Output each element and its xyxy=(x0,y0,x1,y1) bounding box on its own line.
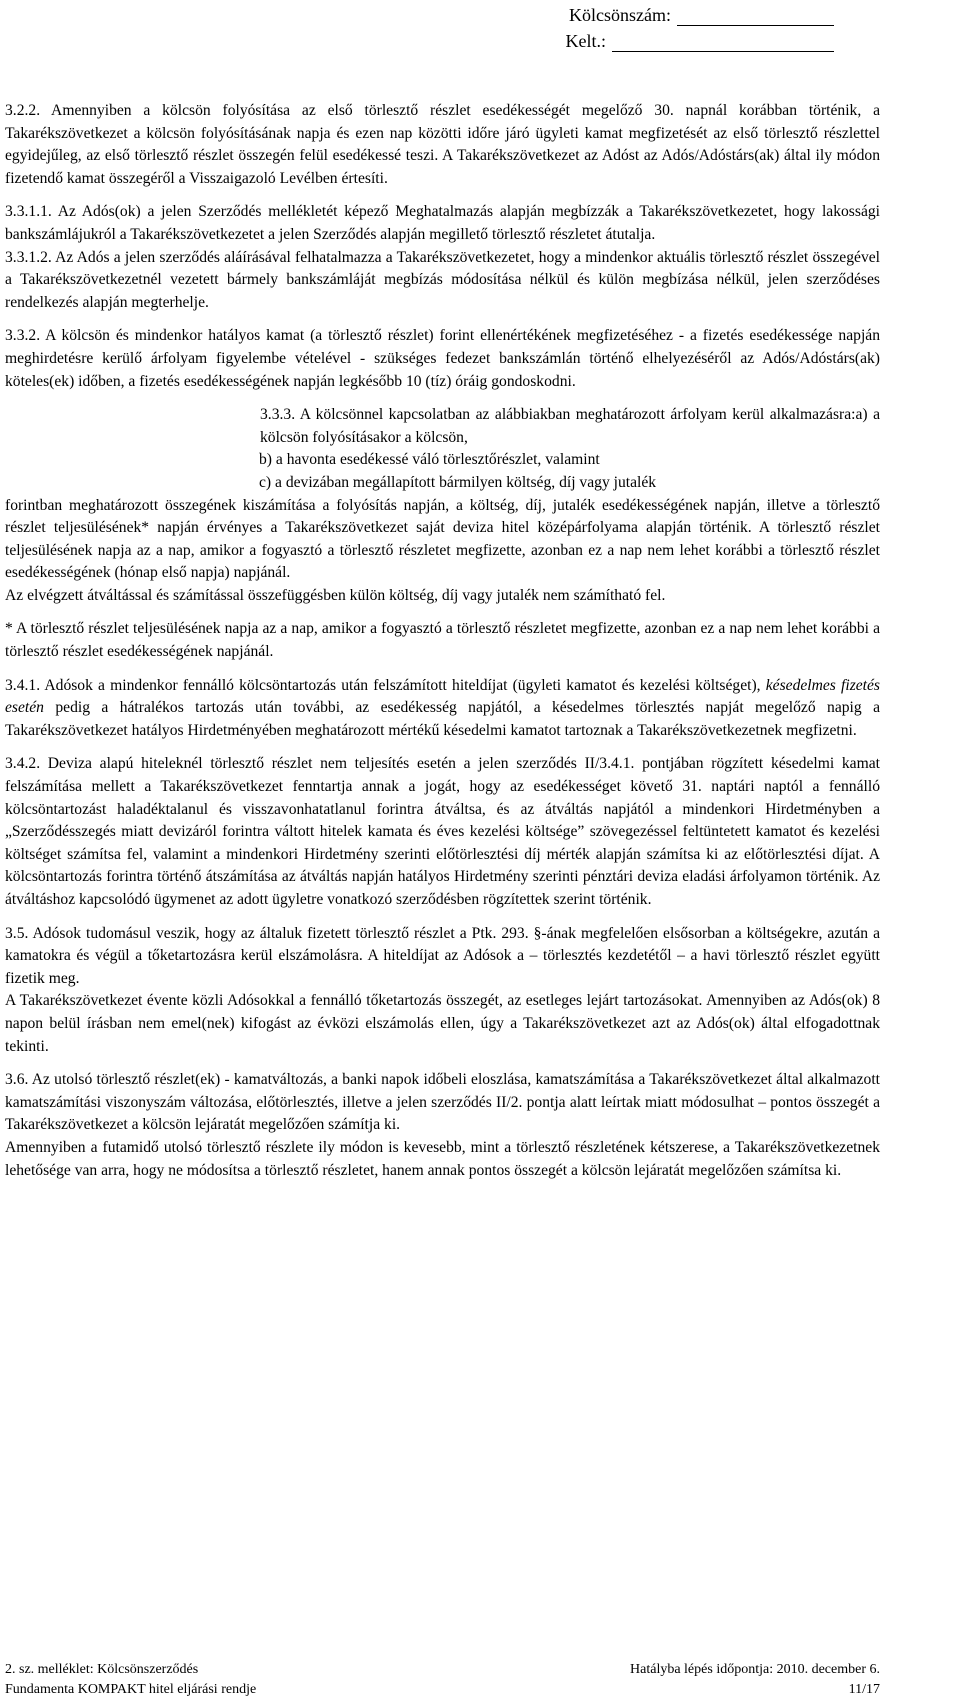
paragraph-3-5-a: 3.5. Adósok tudomásul veszik, hogy az általuk fizetett törlesztő részlet a Ptk. 293. §-ának megfelelően elsősorban a költségekre, azután a kamatokra és végül a tőketartozásra kerül elszámolásra. A hiteldíjat az Adósok a – törlesztés kezdetétől – a havi törlesztő részlet együtt fizetik meg. xyxy=(5,924,880,987)
paragraph-3-3-3-last: Az elvégzett átváltással és számítással összefüggésben külön költség, díj vagy jutalék nem számítható fel. xyxy=(5,586,666,604)
footer-annex-title: 2. sz. melléklet: Kölcsönszerződés xyxy=(5,1662,199,1677)
footer-row-1 xyxy=(5,1660,880,1680)
paragraph-footnote: * A törlesztő részlet teljesülésének napja az a nap, amikor a fogyasztó a törlesztő részletet megfizette, azonban ez a nap nem lehet korábbi a törlesztő részlet esedékességének napjánál. xyxy=(5,620,880,661)
footer-row-2 xyxy=(5,1680,880,1700)
loan-number-label: Kölcsönszám: xyxy=(569,5,671,25)
date-label: Kelt.: xyxy=(565,31,606,51)
paragraph-3-4-1 xyxy=(5,675,880,743)
paragraph-3-4-2: 3.4.2. Deviza alapú hiteleknél törlesztő részlet nem teljesítés esetén a jelen szerződés II/3.4.1. pontjában rögzített késedelmi kamat felszámítása mellett a Takarékszövetkezet fenntartja annak a jogát, hogy az esedékességet követő 31. naptári naptól a fennálló kölcsöntartozást haladéktalanul és visszavonhatatlanul forintra átváltsa, és az átváltás napjától a mindenkori Hirdetményben a „Szerződésszegés miatt devizáról forintra váltott hitelek kamata és éves kezelési költsége” szövegezéssel feltüntetett kamatot és kezelési költséget számítsa fel, valamint a mindenkori Hirdetmény szerinti előtörlesztési díj mérték alapján számítsa ki az előtörlesztési díjat. A kölcsöntartozás forintra történő átszámítása az átváltás napján hatályos Hirdetmény szerinti pénztári deviza eladási árfolyamon történik. Az átváltáshoz kapcsolódó ügymenet az adott ügyletre vonatkozó szerződésben rögzítettek szerint történik. xyxy=(5,755,880,908)
footer-page-number: 11/17 xyxy=(848,1682,880,1697)
page-footer xyxy=(5,1660,880,1700)
paragraph-3-6-a: 3.6. Az utolsó törlesztő részlet(ek) - kamatváltozás, a banki napok időbeli eloszlása, kamatszámítása a Takarékszövetkezet által alkalmazott kamatszámítási viszonyszám változása, előtörlesztés, illetve a jelen szerződés II/2. pontja alatt leírtak miatt módosulhat – pontos összegét a Takarékszövetkezet a kölcsön lejáratát megelőzően számítja ki. xyxy=(5,1071,880,1134)
paragraph-3-3-1-2: 3.3.1.2. Az Adós a jelen szerződés aláírásával felhatalmazza a Takarékszövetkezetet, hogy a mindenkor aktuális törlesztő részlet összegével a Takarékszövetkezetnél vezetett bármely bankszámláját megbízás módosítása nélkül és külön megbízása nélkül, jelen szerződéses rendelkezés alapján megterhelje. xyxy=(5,248,880,311)
paragraph-3-4-1-post: pedig a hátralékos tartozás után további, az esedékesség napjától, a késedelmes törlesztés napját megelőző napig a Takarékszövetkezet hatályos Hirdetményében meghatározott mértékű késedelmi kamatot tartoznak a Takarékszövetkezetnek megfizetni. xyxy=(5,699,880,739)
paragraph-3-6-b: Amennyiben a futamidő utolsó törlesztő részlete ily módon is kevesebb, mint a törlesztő részletének kétszerese, a Takarékszövetkezetnek lehetősége van arra, hogy ne módosítsa a törlesztő részletet, hanem annak pontos összegét a kölcsön lejáratát megelőzően számítsa ki. xyxy=(5,1138,880,1179)
paragraph-3-3-3-cont: forintban meghatározott összegének kiszámítása a folyósítás napján, a költség, díj, jutalék esedékességének napján, illetve a törlesztő részlet teljesülésének* napján érvényes a Takarékszövetkezet saját deviza hitel középárfolyama alapján történik. A törlesztő részlet teljesülésének napja az a nap, amikor a fogyasztó a törlesztő részletet megfizette, azonban ez a nap nem lehet korábbi a törlesztő részlet esedékességének (hónap első napja) napjánál. xyxy=(5,496,880,582)
header-loan-number xyxy=(569,4,834,26)
footer-procedure-title: Fundamenta KOMPAKT hitel eljárási rendje xyxy=(5,1682,257,1697)
paragraph-3-3-2: 3.3.2. A kölcsön és mindenkor hatályos kamat (a törlesztő részlet) forint ellenértékének megfizetéséhez - a fizetés esedékessége napján meghirdetésre kerülő árfolyam figyelembe vételével - szükséges fedezet bankszámlán történő elhelyezéséről az Adós/Adóstárs(ak) köteles(ek) időben, a fizetés esedékességének napján legkésőbb 10 (tíz) óráig gondoskodni. xyxy=(5,327,880,390)
document-body xyxy=(5,100,880,1182)
paragraph-3-3-3-a: 3.3.3. A kölcsönnel kapcsolatban az alábbiakban meghatározott árfolyam kerül alkalmazásra:a) a kölcsön folyósításakor a kölcsön, xyxy=(260,406,880,446)
footer-effective-date: Hatályba lépés időpontja: 2010. december 6. xyxy=(630,1662,880,1677)
paragraph-3-4-1-pre: 3.4.1. Adósok a mindenkor fennálló kölcsöntartozás után felszámított hiteldíjat (ügyleti kamatot és kezelési költséget), xyxy=(5,676,766,694)
paragraph-3-5-b: A Takarékszövetkezet évente közli Adósokkal a fennálló tőketartozás összegét, az esetleges lejárt tartozásokat. Amennyiben az Adós(ok) 8 napon belül írásban nem emel(nek) kifogást az évközi elszámolás ellen, úgy a Takarékszövetkezet azt az Adós(ok) által elfogadottnak tekinti. xyxy=(5,992,880,1055)
loan-number-blank xyxy=(677,9,834,26)
paragraph-3-2-2: 3.2.2. Amennyiben a kölcsön folyósítása az első törlesztő részlet esedékességét megelőző 30. napnál korábban történik, a Takarékszövetkezet a kölcsön folyósításának napja és ezen nap közötti időre járó ügyleti kamat megfizetését az első törlesztő részlettel egyidejűleg, az első törlesztő részlet összegén felül esedékessé teszi. A Takarékszövetkezet az Adóst az Adós/Adóstárs(ak) által ily módon fizetendő kamat összegéről a Visszaigazoló Levélben értesíti. xyxy=(5,102,880,187)
paragraph-3-3-1-1: 3.3.1.1. Az Adós(ok) a jelen Szerződés mellékletét képező Meghatalmazás alapján megbízzák a Takarékszövetkezetet, hogy lakossági bankszámlájukról a Takarékszövetkezetet a jelen Szerződés alapján megillető törlesztő részletet átutalja. xyxy=(5,203,880,243)
header-date xyxy=(566,30,835,52)
paragraph-3-4-1-italic: késedelmes fizetés esetén xyxy=(5,676,881,717)
paragraph-3-3-3-b: b) a havonta esedékessé váló törlesztőrészlet, valamint xyxy=(259,451,600,469)
paragraph-3-3-3-c: c) a devizában megállapított bármilyen költség, díj vagy jutalék xyxy=(259,473,657,491)
date-blank xyxy=(612,35,834,52)
